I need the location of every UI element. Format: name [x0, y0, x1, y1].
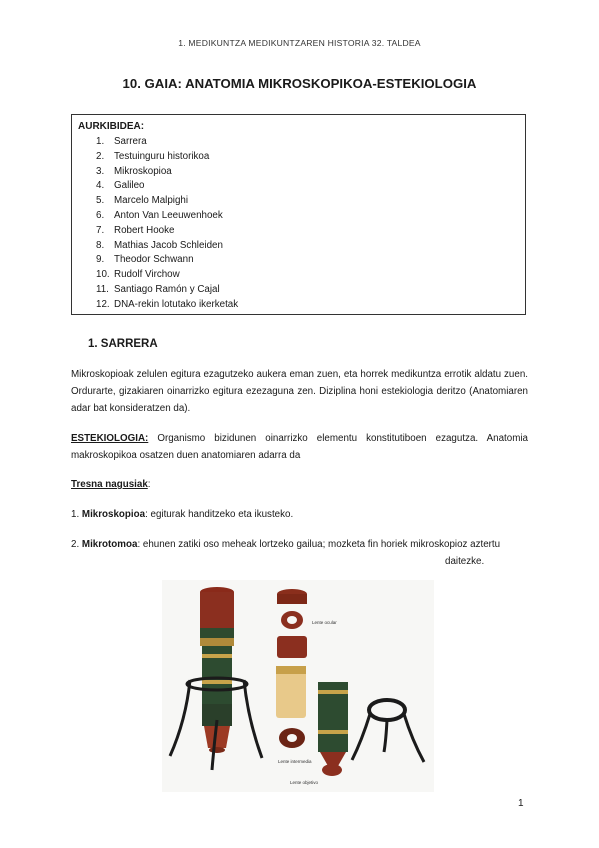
- toc-item-number: 6.: [96, 209, 105, 221]
- tool-description-tail: daitezke.: [445, 556, 485, 567]
- tools-colon: :: [147, 479, 151, 490]
- toc-item: [96, 253, 238, 268]
- toc-item-label: Galileo: [114, 180, 145, 192]
- tools-heading: [71, 476, 528, 493]
- objective-lens-label: Lente objetivo: [290, 780, 319, 785]
- toc-item-number: 12.: [96, 298, 110, 310]
- toc-heading: AURKIBIDEA:: [78, 121, 145, 132]
- microscope-illustration: [162, 580, 434, 792]
- toc-item-label: Robert Hooke: [114, 224, 175, 236]
- tools-label: Tresna nagusiak: [71, 479, 148, 490]
- tool-item-microtome: [71, 536, 528, 553]
- tool-item-microscope: [71, 506, 528, 523]
- toc-item: [96, 194, 238, 209]
- toc-item-label: Santiago Ramón y Cajal: [114, 283, 220, 295]
- toc-item-number: 7.: [96, 224, 105, 236]
- tool-number: 2.: [71, 539, 82, 550]
- toc-item-number: 1.: [96, 136, 105, 147]
- brown-tube-part: [277, 636, 307, 658]
- definition-term: ESTEKIOLOGIA:: [71, 433, 149, 444]
- toc-item-label: Mathias Jacob Schleiden: [114, 239, 223, 251]
- definition-paragraph: [71, 430, 528, 464]
- toc-item-number: 10.: [96, 269, 110, 281]
- toc-item: [96, 209, 238, 224]
- toc-item: [96, 239, 238, 254]
- toc-item-label: Testuinguru historikoa: [114, 150, 210, 162]
- page-header: 1. MEDIKUNTZA MEDIKUNTZAREN HISTORIA 32. TALDEA: [178, 38, 421, 48]
- tool-name: Mikroskopioa: [81, 509, 146, 520]
- ocular-lens-part: [277, 589, 307, 604]
- table-of-contents: [71, 114, 526, 315]
- tool-description: : egiturak handitzeko eta ikusteko.: [145, 509, 294, 520]
- toc-item-number: 8.: [96, 239, 105, 251]
- toc-item: [96, 135, 238, 150]
- page-title: 10. GAIA: ANATOMIA MIKROSKOPIKOA-ESTEKIOLOGIA: [122, 76, 477, 91]
- toc-item-label: Anton Van Leeuwenhoek: [114, 209, 223, 221]
- toc-item: [96, 179, 238, 194]
- tool-number: 1.: [71, 509, 82, 520]
- toc-item-label: Mikroskopioa: [114, 165, 172, 177]
- toc-item: [96, 268, 238, 283]
- page-number: 1: [518, 798, 524, 809]
- section-heading: 1. SARRERA: [88, 338, 158, 350]
- tool-name: Mikrotomoa: [81, 539, 138, 550]
- toc-item-number: 4.: [96, 180, 105, 192]
- toc-item-number: 2.: [96, 150, 105, 162]
- definition-text: Organismo bizidunen oinarrizko elementu konstitutiboen ezagutza. Anatomia makroskopikoa osatzen duen anatomiaren adarra da: [71, 433, 528, 461]
- toc-item-label: Rudolf Virchow: [114, 269, 180, 281]
- intro-paragraph: Mikroskopioak zelulen egitura ezagutzeko aukera eman zuen, eta horrek medikuntza errotik aldatu zuen. Ordurarte, gizakiaren oinarrizko egitura ezezaguna zen. Diziplina honi estekiologia deritzo (Anatomiaren adar bat konsideratzen da).: [71, 369, 528, 414]
- toc-item-label: DNA-rekin lotutako ikerketak: [114, 298, 239, 310]
- toc-item-number: 11.: [96, 283, 109, 295]
- toc-item: [96, 150, 238, 165]
- green-tube-part: [318, 682, 348, 766]
- toc-list: [96, 135, 238, 313]
- toc-item: [96, 298, 238, 313]
- ring-part: [281, 611, 303, 629]
- toc-item-label: Marcelo Malpighi: [114, 195, 189, 207]
- intermediate-lens-label: Lente intermedia: [278, 759, 312, 764]
- wooden-cylinder-part: [276, 666, 306, 718]
- intermediate-lens-part: [279, 728, 305, 748]
- toc-item: [96, 165, 238, 180]
- toc-item-label: Theodor Schwann: [114, 254, 194, 266]
- toc-item-label: Sarrera: [114, 136, 147, 147]
- toc-item-number: 3.: [96, 165, 105, 177]
- tool-description: : ehunen zatiki oso meheak lortzeko gailua; mozketa fin horiek mikroskopioz aztertu: [137, 539, 501, 550]
- ocular-lens-label: Lente ocular: [312, 620, 337, 625]
- toc-item: [96, 224, 238, 239]
- toc-item: [96, 283, 238, 298]
- toc-item-number: 9.: [96, 254, 105, 266]
- toc-item-number: 5.: [96, 195, 105, 207]
